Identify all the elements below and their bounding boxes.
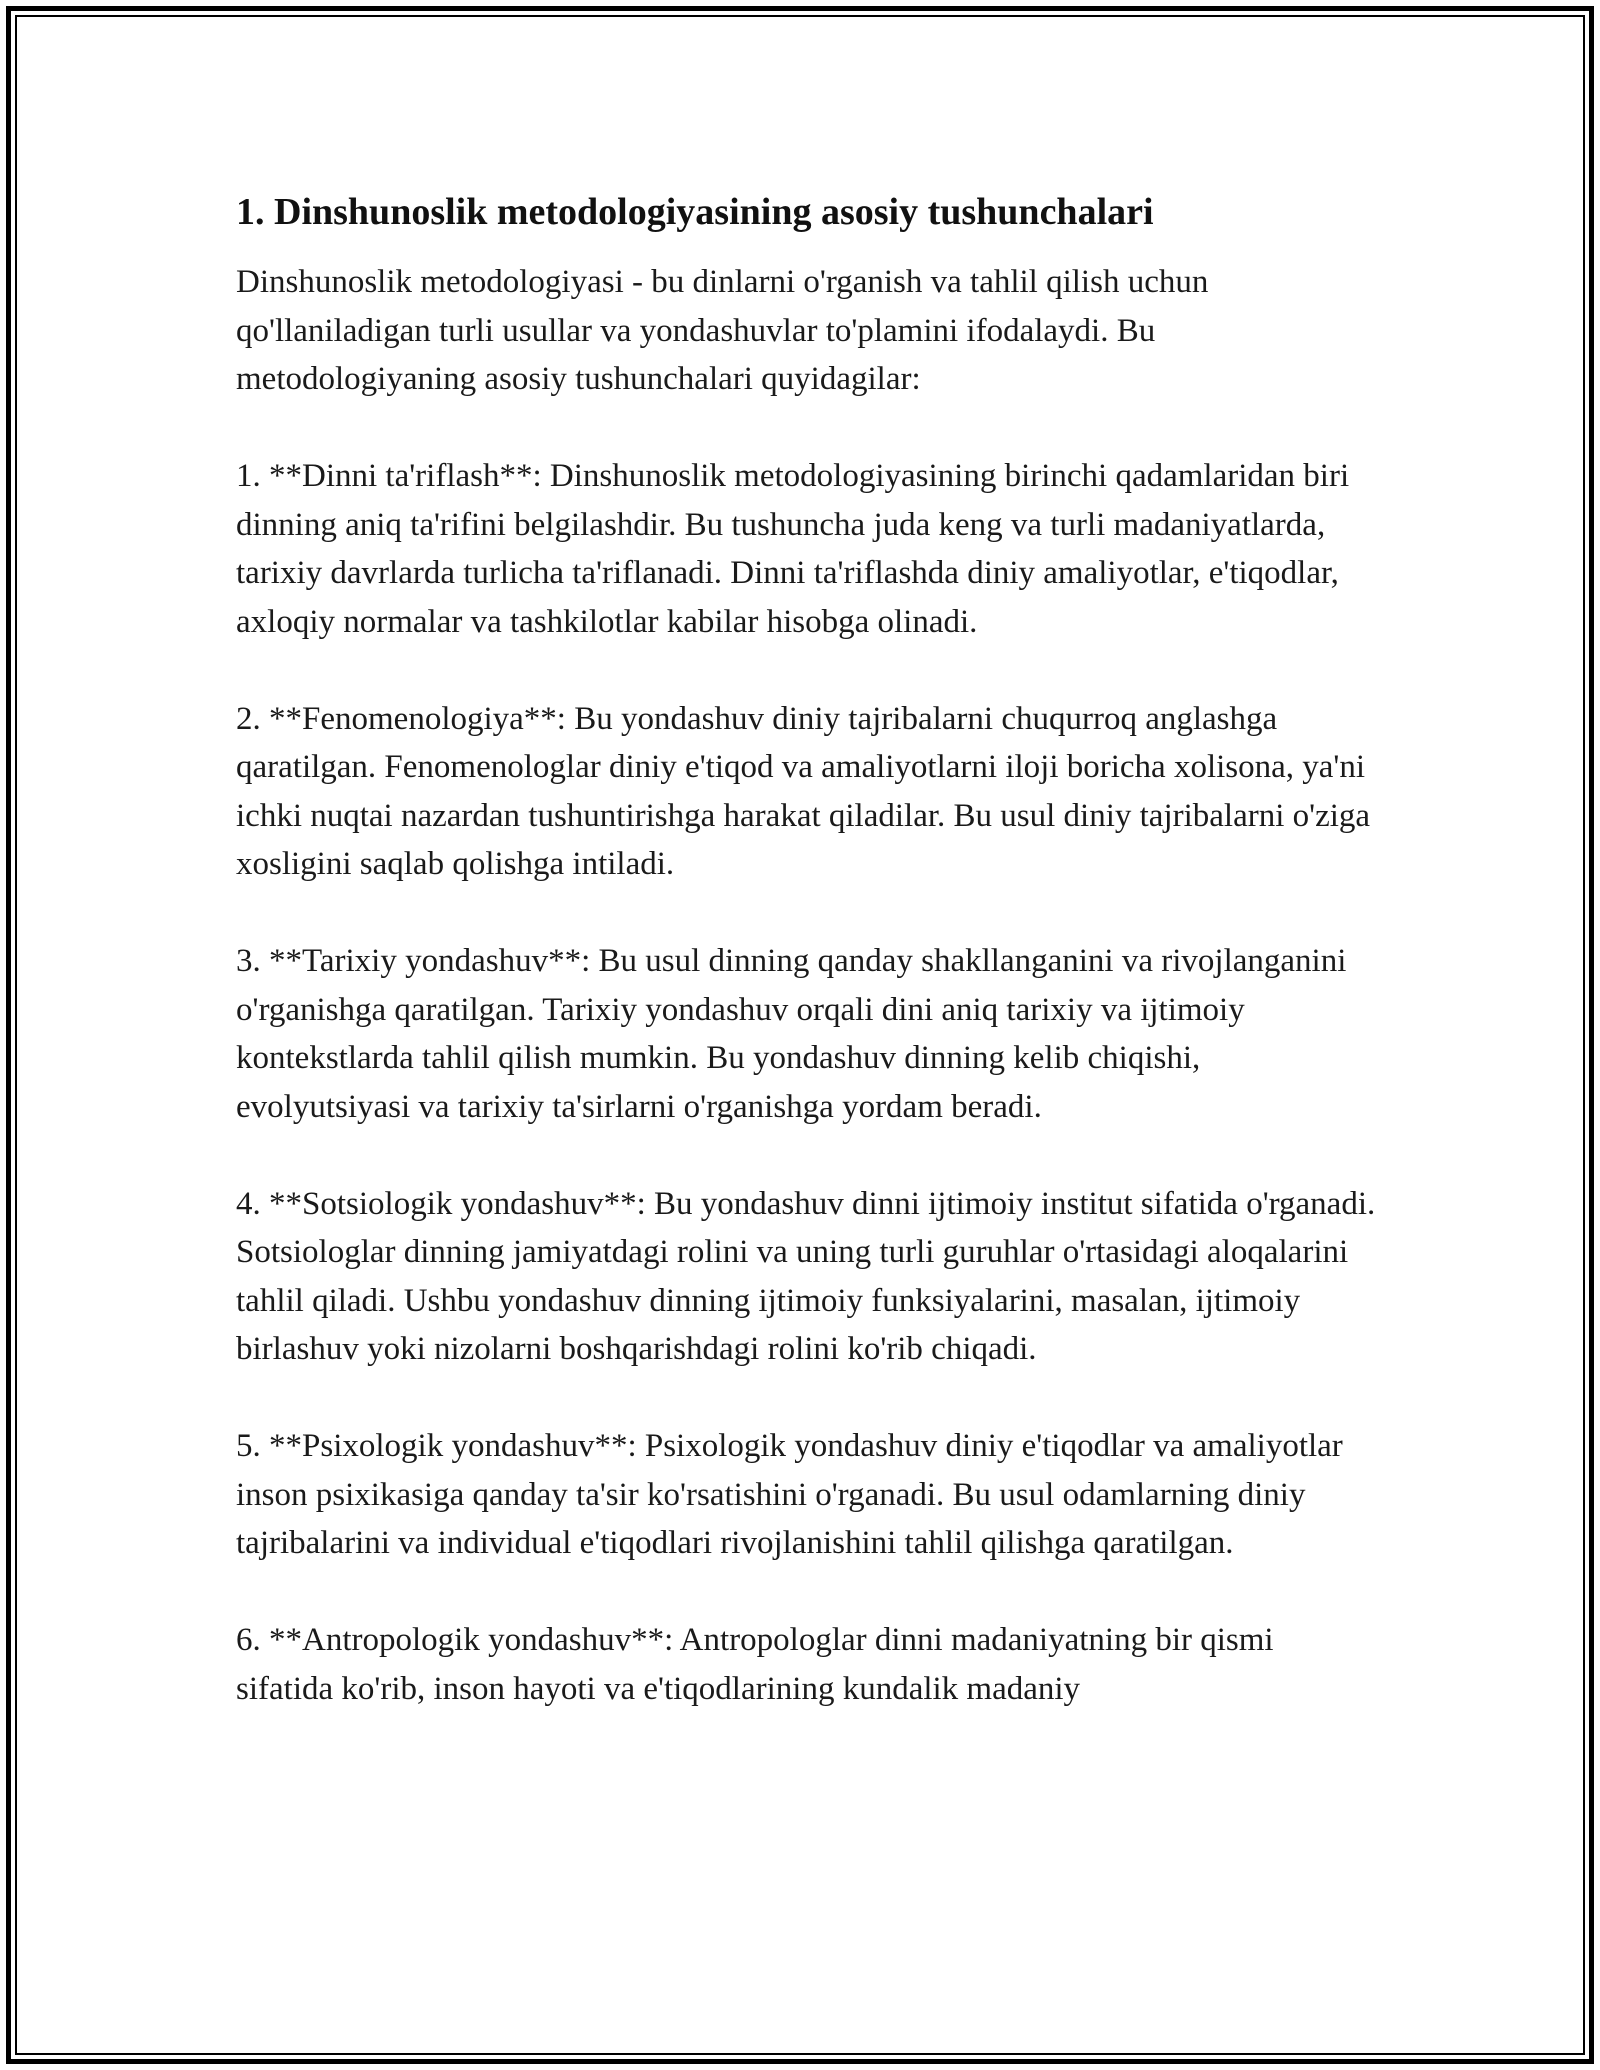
list-item-fenomenologiya: 2. **Fenomenologiya**: Bu yondashuv diniy tajribalarni chuqurroq anglashga qaratilgan. Fenomenologlar diniy e'tiqod va amaliyotlarni iloji boricha xolisona, ya'ni ichki nuqtai nazardan tushuntirishga harakat qiladilar. Bu usul diniy tajribalarni o'ziga xosligini saqlab qolishga intiladi. xyxy=(236,700,1371,882)
intro-paragraph: Dinshunoslik metodologiyasi - bu dinlarni o'rganish va tahlil qilish uchun qo'llaniladigan turli usullar va yondashuvlar to'plamini ifodalaydi. Bu metodologiyaning asosiy tushunchalari quyidagilar: xyxy=(236,264,1209,397)
list-item-antropologik-yondashuv: 6. **Antropologik yondashuv**: Antropologlar dinni madaniyatning bir qismi sifatida ko'rib, inson hayoti va e'tiqodlarining kundalik madaniy xyxy=(236,1622,1274,1707)
list-item-sotsiologik-yondashuv: 4. **Sotsiologik yondashuv**: Bu yondashuv dinni ijtimoiy institut sifatida o'rganadi. Sotsiologlar dinning jamiyatdagi rolini va uning turli guruhlar o'rtasidagi aloqalarini tahlil qiladi. Ushbu yondashuv dinning ijtimoiy funksiyalarini, masalan, ijtimoiy birlashuv yoki nizolarni boshqarishdagi rolini ko'rib chiqadi. xyxy=(236,1185,1376,1367)
list-item-psixologik-yondashuv: 5. **Psixologik yondashuv**: Psixologik yondashuv diniy e'tiqodlar va amaliyotlar inson psixikasiga qanday ta'sir ko'rsatishini o'rganadi. Bu usul odamlarning diniy tajribalarini va individual e'tiqodlari rivojlanishini tahlil qilishga qaratilgan. xyxy=(236,1428,1343,1561)
document-body xyxy=(236,186,1376,1762)
list-item-dinni-tariflash: 1. **Dinni ta'riflash**: Dinshunoslik metodologiyasining birinchi qadamlaridan biri dinning aniq ta'rifini belgilashdir. Bu tushuncha juda keng va turli madaniyatlarda, tarixiy davrlarda turlicha ta'riflanadi. Dinni ta'riflashda diniy amaliyotlar, e'tiqodlar, axloqiy normalar va tashkilotlar kabilar hisobga olinadi. xyxy=(236,458,1350,640)
document-title: 1. Dinshunoslik metodologiyasining asosiy tushunchalari xyxy=(236,191,1154,233)
list-item-tarixiy-yondashuv: 3. **Tarixiy yondashuv**: Bu usul dinning qanday shakllanganini va rivojlanganini o'rganishga qaratilgan. Tarixiy yondashuv orqali dini aniq tarixiy va ijtimoiy kontekstlarda tahlil qilish mumkin. Bu yondashuv dinning kelib chiqishi, evolyutsiyasi va tarixiy ta'sirlarni o'rganishga yordam beradi. xyxy=(236,943,1347,1125)
